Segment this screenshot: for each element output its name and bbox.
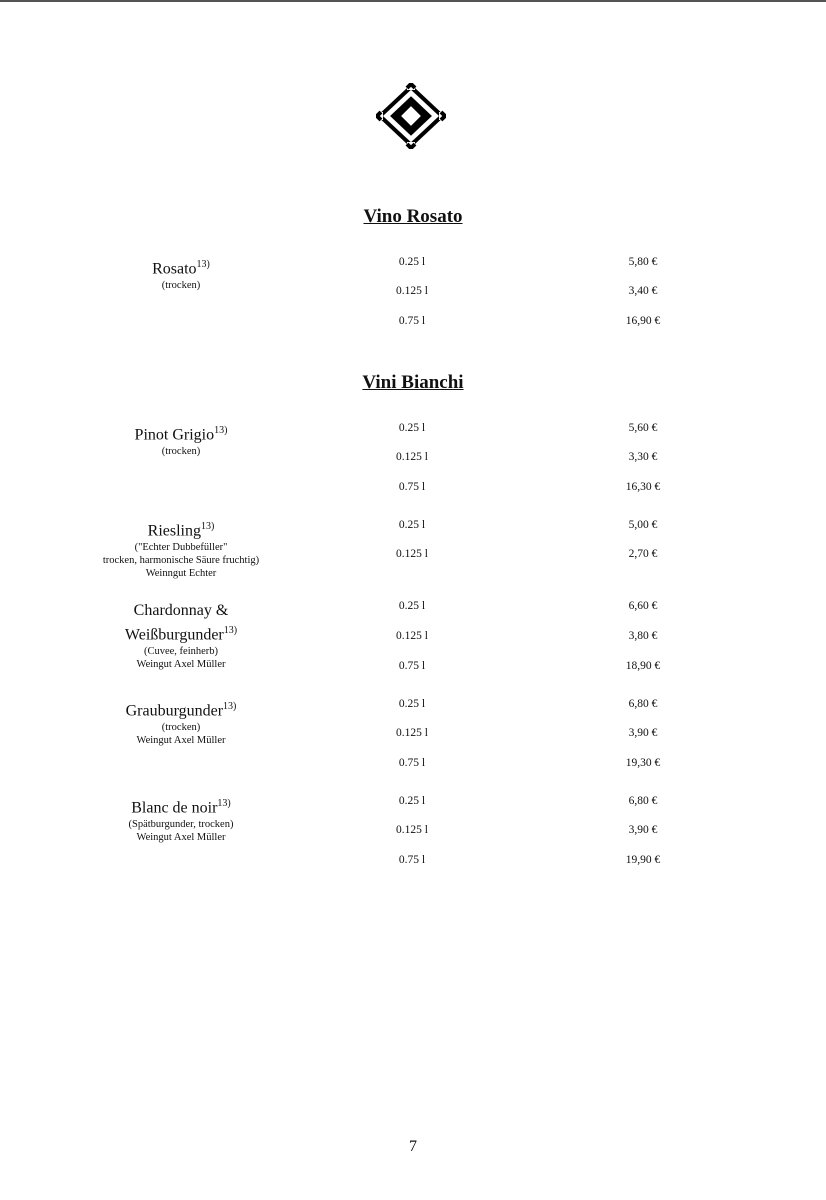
size-cell: 0.125 l xyxy=(396,548,428,560)
size-cell: 0.75 l xyxy=(398,854,426,866)
price-cell: 3,90 € xyxy=(628,824,658,836)
price-cell: 3,80 € xyxy=(628,630,658,642)
wine-name: Chardonnay & xyxy=(133,602,229,619)
footnote-marker: 13) xyxy=(196,259,210,270)
price-cell: 18,90 € xyxy=(625,660,661,672)
footnote-marker: 13) xyxy=(217,798,231,809)
size-cell: 0.125 l xyxy=(396,451,428,463)
wine-description: (trocken) xyxy=(161,280,201,292)
size-cell: 0.125 l xyxy=(396,630,428,642)
winery-name: Weingut Axel Müller xyxy=(136,832,226,844)
wine-name-line2: Weißburgunder$^{13)}$ xyxy=(124,625,238,644)
price-cell: 5,00 € xyxy=(628,519,658,531)
wine-description: ("Echter Dubbefüller" xyxy=(134,542,228,554)
top-border-line xyxy=(0,0,826,2)
size-cell: 0.25 l xyxy=(398,698,426,710)
price-cell: 16,90 € xyxy=(625,315,661,327)
size-cell: 0.25 l xyxy=(398,519,426,531)
wine-name: Rosato$^{13)}$ xyxy=(152,259,210,278)
wine-description: (Spätburgunder, trocken) xyxy=(128,819,234,831)
size-cell: 0.25 l xyxy=(398,256,426,268)
wine-name: Pinot Grigio$^{13)}$ xyxy=(134,425,228,444)
wine-name: Blanc de noir$^{13)}$ xyxy=(131,798,231,817)
wine-entry-pinot-grigio xyxy=(61,421,301,458)
price-cell: 6,80 € xyxy=(628,795,658,807)
wine-description: trocken, harmonische Säure fruchtig) xyxy=(102,555,260,567)
size-cell: 0.75 l xyxy=(398,660,426,672)
wine-entry-chardonnay-weissburgunder xyxy=(61,601,301,671)
price-cell: 3,30 € xyxy=(628,451,658,463)
price-cell: 6,80 € xyxy=(628,698,658,710)
price-cell: 3,40 € xyxy=(628,285,658,297)
winery-name: Weingut Axel Müller xyxy=(136,659,226,671)
price-cell: 6,60 € xyxy=(628,600,658,612)
footnote-marker: 13) xyxy=(214,425,228,436)
wine-description: (trocken) xyxy=(161,722,201,734)
wine-entry-grauburgunder xyxy=(61,697,301,747)
wine-description: (Cuvee, feinherb) xyxy=(143,646,219,658)
wine-entry-rosato xyxy=(61,255,301,292)
wine-entry-blanc-de-noir xyxy=(61,794,301,844)
section-title-vini-bianchi: Vini Bianchi xyxy=(362,372,464,393)
price-cell: 16,30 € xyxy=(625,481,661,493)
size-cell: 0.75 l xyxy=(398,481,426,493)
size-cell: 0.125 l xyxy=(396,824,428,836)
section-title-vino-rosato: Vino Rosato xyxy=(363,206,463,227)
footnote-marker: 13) xyxy=(201,521,215,532)
price-cell: 5,80 € xyxy=(628,256,658,268)
footnote-marker: 13) xyxy=(223,625,238,636)
size-cell: 0.25 l xyxy=(398,600,426,612)
wine-name: Grauburgunder$^{13)}$ xyxy=(125,701,237,720)
footnote-marker: 13) xyxy=(223,701,237,712)
size-cell: 0.125 l xyxy=(396,727,428,739)
wine-name: Riesling$^{13)}$ xyxy=(147,521,215,540)
size-cell: 0.75 l xyxy=(398,315,426,327)
winery-name: Weinngut Echter xyxy=(145,568,217,580)
page-number: 7 xyxy=(409,1138,417,1155)
price-cell: 3,90 € xyxy=(628,727,658,739)
size-cell: 0.75 l xyxy=(398,757,426,769)
size-cell: 0.125 l xyxy=(396,285,428,297)
price-cell: 19,30 € xyxy=(625,757,661,769)
price-cell: 19,90 € xyxy=(625,854,661,866)
size-cell: 0.25 l xyxy=(398,795,426,807)
wine-description: (trocken) xyxy=(161,446,201,458)
size-cell: 0.25 l xyxy=(398,422,426,434)
price-cell: 2,70 € xyxy=(628,548,658,560)
price-cell: 5,60 € xyxy=(628,422,658,434)
wine-entry-riesling xyxy=(61,517,301,580)
geometric-diamond-knot-logo-icon xyxy=(376,83,446,149)
winery-name: Weingut Axel Müller xyxy=(136,735,226,747)
